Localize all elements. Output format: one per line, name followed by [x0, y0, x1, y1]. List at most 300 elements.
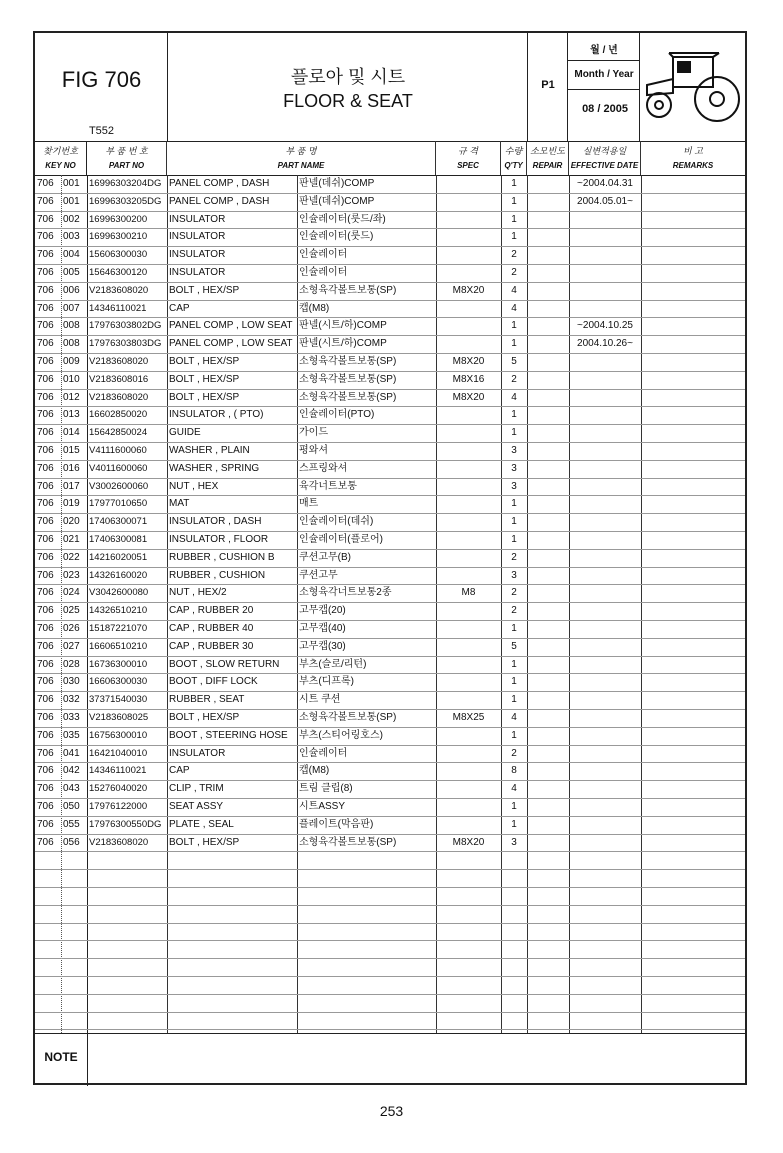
cell-effective-date: [569, 567, 641, 585]
cell-remarks: [641, 442, 745, 460]
cell-part-no: 15646300120: [89, 267, 148, 278]
cell-qty: 1: [511, 676, 517, 688]
cell-key-item: 012: [63, 391, 80, 403]
cell-remarks: [641, 584, 745, 602]
cell-part-name-ko: 육각너트보통: [299, 480, 357, 492]
cell-effective-date: [569, 406, 641, 424]
date-cell: [568, 33, 640, 141]
column-label-korean: 소모빈도: [530, 146, 565, 156]
cell-part-name-ko: 인슐레이터(PTO): [299, 409, 375, 421]
table-row: [35, 584, 745, 603]
cell-part-name-en: RUBBER , CUSHION: [169, 569, 266, 581]
cell-spec: [436, 246, 501, 264]
table-row: [35, 478, 745, 497]
model-code: T552: [88, 125, 115, 137]
table-row: [35, 567, 745, 586]
date-divider: [568, 89, 640, 90]
cell-part-name-ko: 고무캡(30): [299, 640, 346, 652]
cell-key-group: 706: [37, 498, 54, 510]
cell-part-name-ko: 매트: [299, 498, 319, 510]
cell-part-name-en: CAP , RUBBER 20: [169, 605, 254, 617]
cell-effective-date: 2004.10.26~: [577, 338, 633, 350]
page-code: P1: [541, 79, 555, 91]
cell-key-group: 706: [37, 302, 54, 314]
cell-spec: [436, 335, 501, 353]
cell-qty: 5: [511, 640, 517, 652]
title-cell: [168, 33, 528, 141]
cell-key-item: 055: [63, 818, 80, 830]
empty-table-row: [35, 976, 745, 995]
cell-qty: 2: [511, 747, 517, 759]
cell-key-group: 706: [37, 462, 54, 474]
cell-remarks: [641, 424, 745, 442]
empty-table-row: [35, 869, 745, 888]
cell-remarks: [641, 335, 745, 353]
cell-effective-date: 2004.05.01~: [577, 195, 633, 207]
cell-repair: [527, 193, 569, 211]
cell-spec: [436, 495, 501, 513]
cell-key-group: 706: [37, 284, 54, 296]
cell-part-name-en: BOLT , HEX/SP: [169, 356, 240, 367]
cell-part-name-en: GUIDE: [169, 427, 201, 439]
cell-part-name-en: PLATE , SEAL: [169, 818, 234, 830]
tractor-image-cell: [640, 33, 745, 141]
column-label-korean: 찾기번호: [43, 146, 78, 156]
cell-spec: M8: [461, 587, 476, 599]
cell-part-name-ko: 소형육각볼트보통(SP): [299, 373, 397, 385]
cell-spec: [436, 424, 501, 442]
cell-key-group: 706: [37, 801, 54, 812]
cell-effective-date: [569, 211, 641, 229]
cell-part-name-en: INSULATOR: [169, 213, 226, 225]
cell-spec: [436, 602, 501, 620]
cell-remarks: [641, 762, 745, 780]
cell-remarks: [641, 478, 745, 496]
cell-key-item: 026: [63, 623, 80, 634]
cell-effective-date: [569, 691, 641, 709]
cell-repair: [527, 353, 569, 371]
cell-part-no: V2183608020: [89, 391, 149, 403]
cell-repair: [527, 513, 569, 531]
cell-qty: 2: [511, 267, 517, 278]
cell-part-name-ko: 가이드: [299, 427, 328, 439]
cell-remarks: [641, 211, 745, 229]
cell-remarks: [641, 727, 745, 745]
table-row: [35, 656, 745, 675]
cell-spec: M8X20: [452, 836, 485, 848]
cell-part-name-en: NUT , HEX: [169, 480, 219, 492]
cell-part-name-en: INSULATOR , DASH: [169, 516, 262, 528]
cell-part-name-ko: 판넬(데쉬)COMP: [299, 178, 375, 189]
cell-part-name-ko: 판넬(데쉬)COMP: [299, 195, 375, 207]
table-row: [35, 691, 745, 710]
cell-effective-date: [569, 282, 641, 300]
cell-repair: [527, 495, 569, 513]
cell-repair: [527, 727, 569, 745]
cell-key-group: 706: [37, 623, 54, 634]
cell-key-item: 013: [63, 409, 80, 421]
table-row: [35, 246, 745, 265]
cell-part-no: 17406300071: [89, 516, 148, 528]
cell-part-name-ko: 인슐레이터(룻드): [299, 231, 374, 243]
cell-key-group: 706: [37, 427, 54, 439]
cell-key-group: 706: [37, 534, 54, 545]
cell-part-name-en: PANEL COMP , DASH: [169, 178, 270, 189]
cell-qty: 2: [511, 373, 517, 385]
cell-effective-date: [569, 656, 641, 674]
cell-part-name-ko: 스프링와셔: [299, 462, 348, 474]
cell-key-group: 706: [37, 783, 54, 795]
table-row: [35, 745, 745, 764]
cell-spec: M8X20: [452, 356, 485, 367]
cell-qty: 1: [511, 801, 517, 812]
cell-part-no: 17976300550DG: [89, 818, 162, 830]
cell-part-no: 16736300010: [89, 658, 148, 670]
column-label-english: SPEC: [457, 161, 479, 170]
cell-part-no: 16602850020: [89, 409, 148, 421]
cell-key-item: 020: [63, 516, 80, 528]
cell-key-group: 706: [37, 551, 54, 563]
cell-part-no: 15187221070: [89, 623, 148, 634]
cell-effective-date: [569, 371, 641, 389]
column-part-no: [87, 141, 167, 175]
cell-qty: 3: [511, 836, 517, 848]
cell-qty: 4: [511, 302, 517, 314]
cell-part-name-ko: 소형육각볼트보통(SP): [299, 391, 397, 403]
cell-part-name-en: BOLT , HEX/SP: [169, 391, 240, 403]
cell-repair: [527, 816, 569, 834]
table-row: [35, 264, 745, 283]
cell-part-name-en: RUBBER , SEAT: [169, 694, 245, 706]
cell-remarks: [641, 638, 745, 656]
cell-part-no: V2183608025: [89, 712, 149, 723]
cell-part-name-en: PANEL COMP , LOW SEAT: [169, 320, 293, 332]
cell-part-no: V2183608016: [89, 373, 149, 385]
cell-key-item: 021: [63, 534, 80, 545]
cell-qty: 5: [511, 356, 517, 367]
cell-repair: [527, 389, 569, 407]
cell-key-group: 706: [37, 658, 54, 670]
cell-key-group: 706: [37, 587, 54, 599]
cell-qty: 4: [511, 712, 517, 723]
cell-qty: 1: [511, 178, 517, 189]
cell-repair: [527, 317, 569, 335]
cell-effective-date: [569, 834, 641, 852]
cell-repair: [527, 175, 569, 193]
cell-remarks: [641, 531, 745, 549]
table-row: [35, 175, 745, 194]
cell-key-group: 706: [37, 765, 54, 777]
cell-repair: [527, 798, 569, 816]
cell-spec: [436, 745, 501, 763]
cell-qty: 3: [511, 480, 517, 492]
column-key-no: [35, 141, 87, 175]
table-row: [35, 531, 745, 550]
cell-key-item: 015: [63, 445, 80, 456]
cell-key-item: 007: [63, 302, 80, 314]
cell-repair: [527, 335, 569, 353]
cell-spec: [436, 691, 501, 709]
cell-key-item: 010: [63, 373, 80, 385]
cell-repair: [527, 211, 569, 229]
cell-part-no: 14326510210: [89, 605, 148, 617]
cell-part-name-en: PANEL COMP , DASH: [169, 195, 270, 207]
cell-remarks: [641, 549, 745, 567]
cell-effective-date: [569, 513, 641, 531]
cell-key-group: 706: [37, 516, 54, 528]
cell-qty: 1: [511, 195, 517, 207]
cell-key-item: 030: [63, 676, 80, 688]
cell-remarks: [641, 495, 745, 513]
cell-remarks: [641, 780, 745, 798]
cell-key-item: 009: [63, 356, 80, 367]
cell-effective-date: [569, 424, 641, 442]
cell-key-group: 706: [37, 569, 54, 581]
cell-part-no: 17976303803DG: [89, 338, 162, 350]
cell-qty: 4: [511, 391, 517, 403]
cell-spec: [436, 478, 501, 496]
cell-repair: [527, 656, 569, 674]
cell-part-no: 16606300030: [89, 676, 148, 688]
cell-part-name-en: PANEL COMP , LOW SEAT: [169, 338, 293, 350]
cell-part-no: 16996300200: [89, 213, 148, 225]
cell-qty: 1: [511, 729, 517, 741]
cell-key-item: 006: [63, 284, 80, 296]
cell-spec: [436, 317, 501, 335]
cell-key-item: 008: [63, 338, 80, 350]
column-repair: [527, 141, 569, 175]
cell-part-name-ko: 인슐레이터(룻드/좌): [299, 213, 386, 225]
note-section: [35, 1033, 745, 1086]
cell-effective-date: [569, 353, 641, 371]
date-divider: [568, 60, 640, 61]
cell-part-no: V3042600080: [89, 587, 149, 599]
empty-table-row: [35, 994, 745, 1013]
cell-part-no: 16606510210: [89, 640, 148, 652]
cell-part-name-ko: 인슐레이터: [299, 249, 348, 261]
cell-repair: [527, 638, 569, 656]
cell-repair: [527, 442, 569, 460]
cell-qty: 1: [511, 516, 517, 528]
table-row: [35, 353, 745, 372]
cell-qty: 3: [511, 445, 517, 456]
cell-remarks: [641, 709, 745, 727]
cell-repair: [527, 673, 569, 691]
cell-key-item: 002: [63, 213, 80, 225]
cell-key-item: 008: [63, 320, 80, 332]
cell-key-item: 004: [63, 249, 80, 261]
cell-key-group: 706: [37, 249, 54, 261]
cell-remarks: [641, 460, 745, 478]
cell-part-name-en: INSULATOR: [169, 249, 226, 261]
cell-key-group: 706: [37, 747, 54, 759]
cell-part-no: 17977010650: [89, 498, 148, 510]
cell-part-no: V4111600060: [89, 445, 147, 456]
cell-spec: [436, 228, 501, 246]
cell-remarks: [641, 567, 745, 585]
table-row: [35, 620, 745, 639]
cell-part-no: 16756300010: [89, 729, 148, 741]
cell-remarks: [641, 300, 745, 318]
table-row: [35, 602, 745, 621]
cell-part-no: 16421040010: [89, 747, 148, 759]
cell-part-name-ko: 인슐레이터(플로어): [299, 534, 383, 545]
cell-remarks: [641, 317, 745, 335]
cell-spec: [436, 300, 501, 318]
cell-effective-date: [569, 300, 641, 318]
cell-spec: [436, 727, 501, 745]
table-row: [35, 673, 745, 692]
cell-effective-date: ~2004.10.25: [577, 320, 633, 332]
page-code-cell: [528, 33, 568, 141]
cell-remarks: [641, 193, 745, 211]
cell-part-name-en: WASHER , SPRING: [169, 462, 260, 474]
cell-part-no: 14346110021: [89, 765, 147, 777]
cell-key-item: 003: [63, 231, 80, 243]
issue-date: 08 / 2005: [582, 103, 628, 115]
cell-spec: [436, 620, 501, 638]
column-label-korean: 수량: [504, 146, 523, 156]
cell-qty: 2: [511, 605, 517, 617]
cell-effective-date: [569, 816, 641, 834]
column-label-english: REPAIR: [532, 161, 563, 170]
cell-key-item: 043: [63, 783, 80, 795]
cell-part-name-ko: 소형육각볼트보통(SP): [299, 284, 397, 296]
table-row: [35, 638, 745, 657]
cell-spec: [436, 762, 501, 780]
empty-table-row: [35, 958, 745, 977]
cell-repair: [527, 282, 569, 300]
column-qty: [501, 141, 527, 175]
table-row: [35, 513, 745, 532]
sheet-header: [35, 33, 745, 142]
column-label-korean: 부 품 번 호: [105, 146, 148, 156]
cell-remarks: [641, 175, 745, 193]
cell-key-group: 706: [37, 818, 54, 830]
cell-part-name-en: INSULATOR: [169, 267, 226, 278]
cell-part-name-en: BOLT , HEX/SP: [169, 712, 240, 723]
cell-remarks: [641, 353, 745, 371]
cell-part-name-en: BOOT , SLOW RETURN: [169, 658, 280, 670]
cell-spec: [436, 193, 501, 211]
empty-table-row: [35, 940, 745, 959]
cell-part-name-ko: 시트ASSY: [299, 801, 345, 812]
cell-key-item: 017: [63, 480, 80, 492]
column-label-english: KEY NO: [45, 161, 76, 170]
tractor-icon: [643, 47, 743, 127]
cell-spec: [436, 531, 501, 549]
cell-part-name-en: INSULATOR: [169, 747, 226, 759]
cell-part-name-en: BOLT , HEX/SP: [169, 284, 240, 296]
cell-part-name-ko: 소형육각볼트보통(SP): [299, 712, 397, 723]
cell-part-name-ko: 부츠(스티어링호스): [299, 729, 383, 741]
month-year-korean: 월 / 년: [590, 45, 618, 56]
column-spec: [436, 141, 501, 175]
cell-qty: 1: [511, 694, 517, 706]
cell-spec: M8X25: [452, 712, 485, 723]
cell-part-name-en: RUBBER , CUSHION B: [169, 551, 275, 563]
cell-part-no: V3002600060: [89, 480, 149, 492]
cell-spec: M8X20: [452, 391, 485, 403]
title-korean: 플로아 및 시트: [290, 67, 406, 87]
cell-repair: [527, 228, 569, 246]
cell-key-group: 706: [37, 338, 54, 350]
cell-effective-date: [569, 246, 641, 264]
cell-repair: [527, 567, 569, 585]
cell-repair: [527, 371, 569, 389]
cell-qty: 1: [511, 338, 517, 350]
cell-spec: [436, 549, 501, 567]
column-label-korean: 부 품 명: [285, 146, 317, 156]
cell-qty: 2: [511, 249, 517, 261]
cell-spec: [436, 638, 501, 656]
parts-sheet: [33, 31, 747, 1085]
cell-spec: M8X16: [452, 373, 485, 385]
cell-part-no: 17976122000: [89, 801, 148, 812]
cell-part-no: 17976303802DG: [89, 320, 162, 332]
cell-part-no: V2183608020: [89, 836, 149, 848]
column-label-english: REMARKS: [672, 161, 714, 170]
cell-part-name-ko: 플레이트(막음판): [299, 818, 374, 830]
cell-repair: [527, 246, 569, 264]
cell-spec: [436, 673, 501, 691]
table-row: [35, 317, 745, 336]
cell-effective-date: ~2004.04.31: [577, 178, 633, 189]
cell-remarks: [641, 834, 745, 852]
cell-remarks: [641, 246, 745, 264]
cell-remarks: [641, 406, 745, 424]
cell-effective-date: [569, 495, 641, 513]
cell-effective-date: [569, 709, 641, 727]
cell-repair: [527, 691, 569, 709]
cell-key-group: 706: [37, 445, 54, 456]
column-label-english: PART NO: [108, 161, 145, 170]
empty-table-row: [35, 923, 745, 942]
cell-key-group: 706: [37, 231, 54, 243]
cell-key-group: 706: [37, 694, 54, 706]
cell-part-name-ko: 고무캡(40): [299, 623, 346, 634]
table-row: [35, 193, 745, 212]
cell-key-item: 023: [63, 569, 80, 581]
cell-repair: [527, 460, 569, 478]
table-row: [35, 228, 745, 247]
column-label-english: PART NAME: [277, 161, 325, 170]
cell-key-item: 019: [63, 498, 80, 510]
cell-part-no: 16996303204DG: [89, 178, 162, 189]
cell-part-name-ko: 캡(M8): [299, 302, 330, 314]
cell-key-group: 706: [37, 729, 54, 741]
cell-part-no: V4011600060: [89, 462, 148, 474]
cell-part-name-ko: 소형육각볼트보통(SP): [299, 356, 397, 367]
cell-spec: [436, 211, 501, 229]
cell-part-no: 14346110021: [89, 302, 147, 314]
table-row: [35, 834, 745, 853]
cell-part-name-en: INSULATOR , ( PTO): [169, 409, 264, 421]
cell-effective-date: [569, 798, 641, 816]
column-part-name: [167, 141, 436, 175]
cell-spec: [436, 798, 501, 816]
cell-part-name-en: BOLT , HEX/SP: [169, 373, 240, 385]
month-year-label: Month / Year: [574, 69, 634, 80]
cell-remarks: [641, 513, 745, 531]
cell-key-item: 001: [63, 195, 80, 207]
cell-part-name-en: WASHER , PLAIN: [169, 445, 250, 456]
cell-qty: 8: [511, 765, 517, 777]
table-row: [35, 211, 745, 230]
cell-part-name-en: CLIP , TRIM: [169, 783, 224, 795]
cell-qty: 1: [511, 623, 517, 634]
cell-key-item: 028: [63, 658, 80, 670]
